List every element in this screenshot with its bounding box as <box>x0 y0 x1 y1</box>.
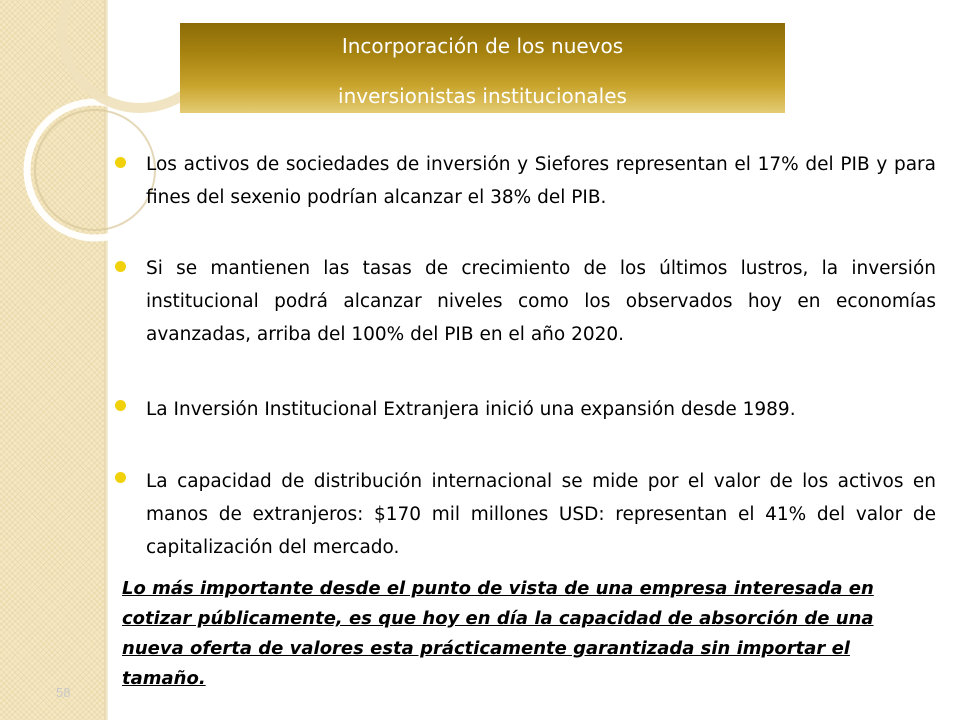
page-number: 58 <box>56 685 71 700</box>
band-edge <box>104 0 108 720</box>
slide-title-banner <box>180 23 785 113</box>
bullet-dot-icon <box>115 400 126 411</box>
left-decorative-band <box>0 0 104 720</box>
title-line-1: Incorporación de los nuevos <box>341 34 624 58</box>
bullet-text: La capacidad de distribución internacional se mide por el valor de los activos en manos de extranjeros: $170 mil millones USD: representan el 41% del valor de capitalización del mercado. <box>146 471 936 558</box>
bullet-text: Si se mantienen las tasas de crecimiento de los últimos lustros, la inversión institucional podrá alcanzar niveles como los observados hoy en economías avanzadas, arriba del 100% del PIB en el año 2020. <box>146 258 936 345</box>
conclusion-text: Lo más importante desde el punto de vista de una empresa interesada en cotizar públicamente, es que hoy en día la capacidad de absorción de una nueva oferta de valores esta prácticamente garantizada sin importar el tamaño. <box>122 578 874 689</box>
title-line-2: inversionistas institucionales <box>338 84 627 108</box>
bullet-text: La Inversión Institucional Extranjera inició una expansión desde 1989. <box>146 399 796 420</box>
bullet-dot-icon <box>115 261 126 272</box>
bullet-text: Los activos de sociedades de inversión y Siefores representan el 17% del PIB y para fines del sexenio podrían alcanzar el 38% del PIB. <box>146 154 936 208</box>
bullet-dot-icon <box>115 472 126 483</box>
bullet-dot-icon <box>115 157 126 168</box>
